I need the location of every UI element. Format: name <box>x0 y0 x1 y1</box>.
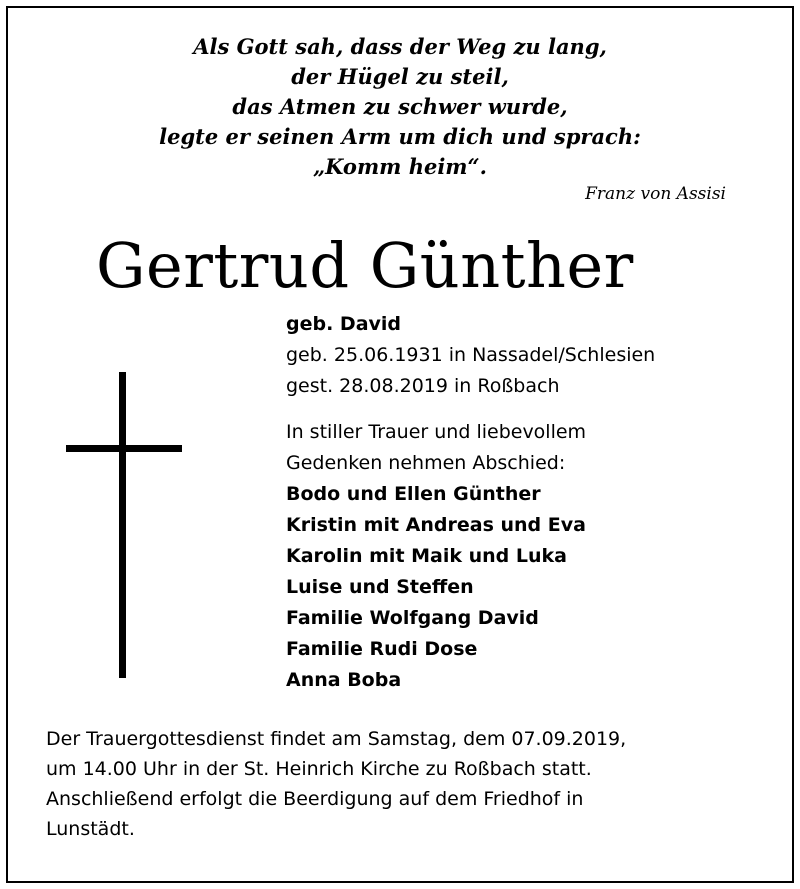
death-info: gest. 28.08.2019 in Roßbach <box>286 375 560 397</box>
mourner-name: Karolin mit Maik und Luka <box>286 545 567 567</box>
mourner-name: Luise und Steffen <box>286 576 474 598</box>
mourners-intro: Gedenken nehmen Abschied: <box>286 452 566 474</box>
mourner-name: Bodo und Ellen Günther <box>286 483 541 505</box>
spacer <box>286 402 655 417</box>
birth-info: geb. 25.06.1931 in Nassadel/Schlesien <box>286 344 656 366</box>
service-line: Lunstädt. <box>46 818 135 840</box>
cross-vertical-bar <box>119 372 126 678</box>
mourners-intro: In stiller Trauer und liebevollem <box>286 421 587 443</box>
service-info <box>46 724 626 844</box>
poem <box>0 32 800 182</box>
mourner-name: Familie Wolfgang David <box>286 607 539 629</box>
service-line: Der Trauergottesdienst findet am Samstag, dem 07.09.2019, <box>46 728 627 750</box>
latin-cross-icon <box>66 372 182 678</box>
maiden-name: geb. David <box>286 313 402 335</box>
poem-line: legte er seinen Arm um dich und sprach: <box>159 124 641 149</box>
poem-line: Als Gott sah, dass der Weg zu lang, <box>193 34 607 59</box>
service-line: um 14.00 Uhr in der St. Heinrich Kirche zu Roßbach statt. <box>46 758 592 780</box>
details-block <box>286 309 655 696</box>
poem-attribution: Franz von Assisi <box>585 184 726 204</box>
poem-line: das Atmen zu schwer wurde, <box>232 94 568 119</box>
deceased-name: Gertrud Günther <box>96 229 634 302</box>
mourner-name: Anna Boba <box>286 669 402 691</box>
poem-line: der Hügel zu steil, <box>291 64 509 89</box>
poem-line: „Komm heim“. <box>313 154 487 179</box>
cross-horizontal-bar <box>66 445 182 452</box>
mourner-name: Kristin mit Andreas und Eva <box>286 514 586 536</box>
service-line: Anschließend erfolgt die Beerdigung auf dem Friedhof in <box>46 788 584 810</box>
mourner-name: Familie Rudi Dose <box>286 638 478 660</box>
